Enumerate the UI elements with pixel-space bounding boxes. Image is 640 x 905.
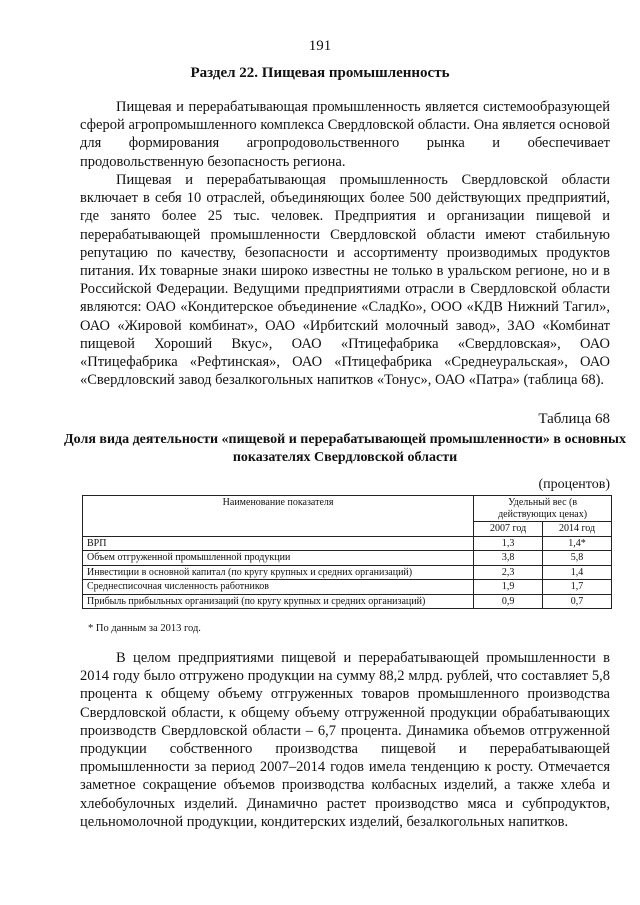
table-footnote: * По данным за 2013 год. [88,623,201,634]
header-2014: 2014 год [543,522,612,537]
row-name: Объем отгруженной промышленной продукции [83,551,474,566]
page-number: 191 [308,38,332,54]
table-row [83,551,612,566]
table-row [83,594,612,609]
row-value-2014: 1,4 [543,565,612,580]
paragraph-2 [80,171,610,389]
paragraph-3 [80,649,610,831]
row-value-2014: 5,8 [543,551,612,566]
row-name: Прибыль прибыльных организаций (по кругу крупных и средних организаций) [83,594,474,609]
section-title: Раздел 22. Пищевая промышленность [190,65,450,81]
table-label: Таблица 68 [538,411,610,427]
paragraph-2-text: Пищевая и перерабатывающая промышленность Свердловской области включает в себя 10 отраслей, объединяющих более 500 действующих предприятий, где занято более 25 тыс. человек. Предприятия и организации пищевой и перерабатывающей промышленности Свердловской области имеют стабильную репутацию по качеству, безопасности и ассортименту производимых продуктов питания. Их товарные знаки широко известны не только в уральском регионе, но и в Российской Федерации. Ведущими предприятиями отрасли в Свердловской области являются: ОАО «Кондитерское объединение «СладКо», ООО «КДВ Нижний Тагил», ОАО «Жировой комбинат», ОАО «Ирбитский молочный завод», ЗАО «Комбинат пищевой Хороший Вкус», ОАО «Птицефабрика «Свердловская», ОАО «Птицефабрика «Рефтинская», ОАО «Птицефабрика «Среднеуральская», ОАО «Свердловский завод безалкогольных напитков «Тонус», ОАО «Патра» (таблица 68). [80,172,610,389]
table-row [83,565,612,580]
paragraph-3-text: В целом предприятиями пищевой и перерабатывающей промышленности в 2014 году было отгружено продукции на сумму 88,2 млрд. рублей, что составляет 5,8 процента к общему объему отгруженных товаров промышленного производства Свердловской области, к общему объему отгруженной продукции обрабатывающих производств Свердловской области – 6,7 процента. Динамика объемов отгруженной продукции собственного производства пищевой и перерабатывающей промышленности за период 2007–2014 годов имела тенденцию к росту. Отмечается заметное сокращение объемов производства колбасных изделий, а также хлеба и хлебобулочных изделий. Динамично растет производство мяса и субпродуктов, цельномолочной продукции, кондитерских изделий, безалкогольных напитков. [80,650,610,830]
row-value-2007: 0,9 [474,594,543,609]
data-table [82,495,612,609]
row-value-2007: 1,9 [474,580,543,595]
header-indicator: Наименование показателя [83,496,474,537]
table-title: Доля вида деятельности «пищевой и перерабатывающей промышленности» в основных показателях Свердловской области [64,432,626,465]
row-value-2007: 2,3 [474,565,543,580]
header-2007: 2007 год [474,522,543,537]
row-name: Инвестиции в основной капитал (по кругу крупных и средних организаций) [83,565,474,580]
table-row [83,580,612,595]
table-row [83,536,612,551]
paragraph-1-text: Пищевая и перерабатывающая промышленность является системообразующей сферой агропромышленного комплекса Свердловской области. Она является основой для формирования агропродовольственного рынка и обеспечивает продовольственную безопасность региона. [80,99,610,170]
row-name: ВРП [83,536,474,551]
row-name: Среднесписочная численность работников [83,580,474,595]
header-share: Удельный вес (в действующих ценах) [474,496,612,522]
row-value-2014: 0,7 [543,594,612,609]
table-units: (процентов) [538,477,610,492]
row-value-2014: 1,7 [543,580,612,595]
paragraph-1 [80,98,610,171]
row-value-2007: 3,8 [474,551,543,566]
row-value-2014: 1,4* [543,536,612,551]
row-value-2007: 1,3 [474,536,543,551]
table-header-row [83,496,612,522]
